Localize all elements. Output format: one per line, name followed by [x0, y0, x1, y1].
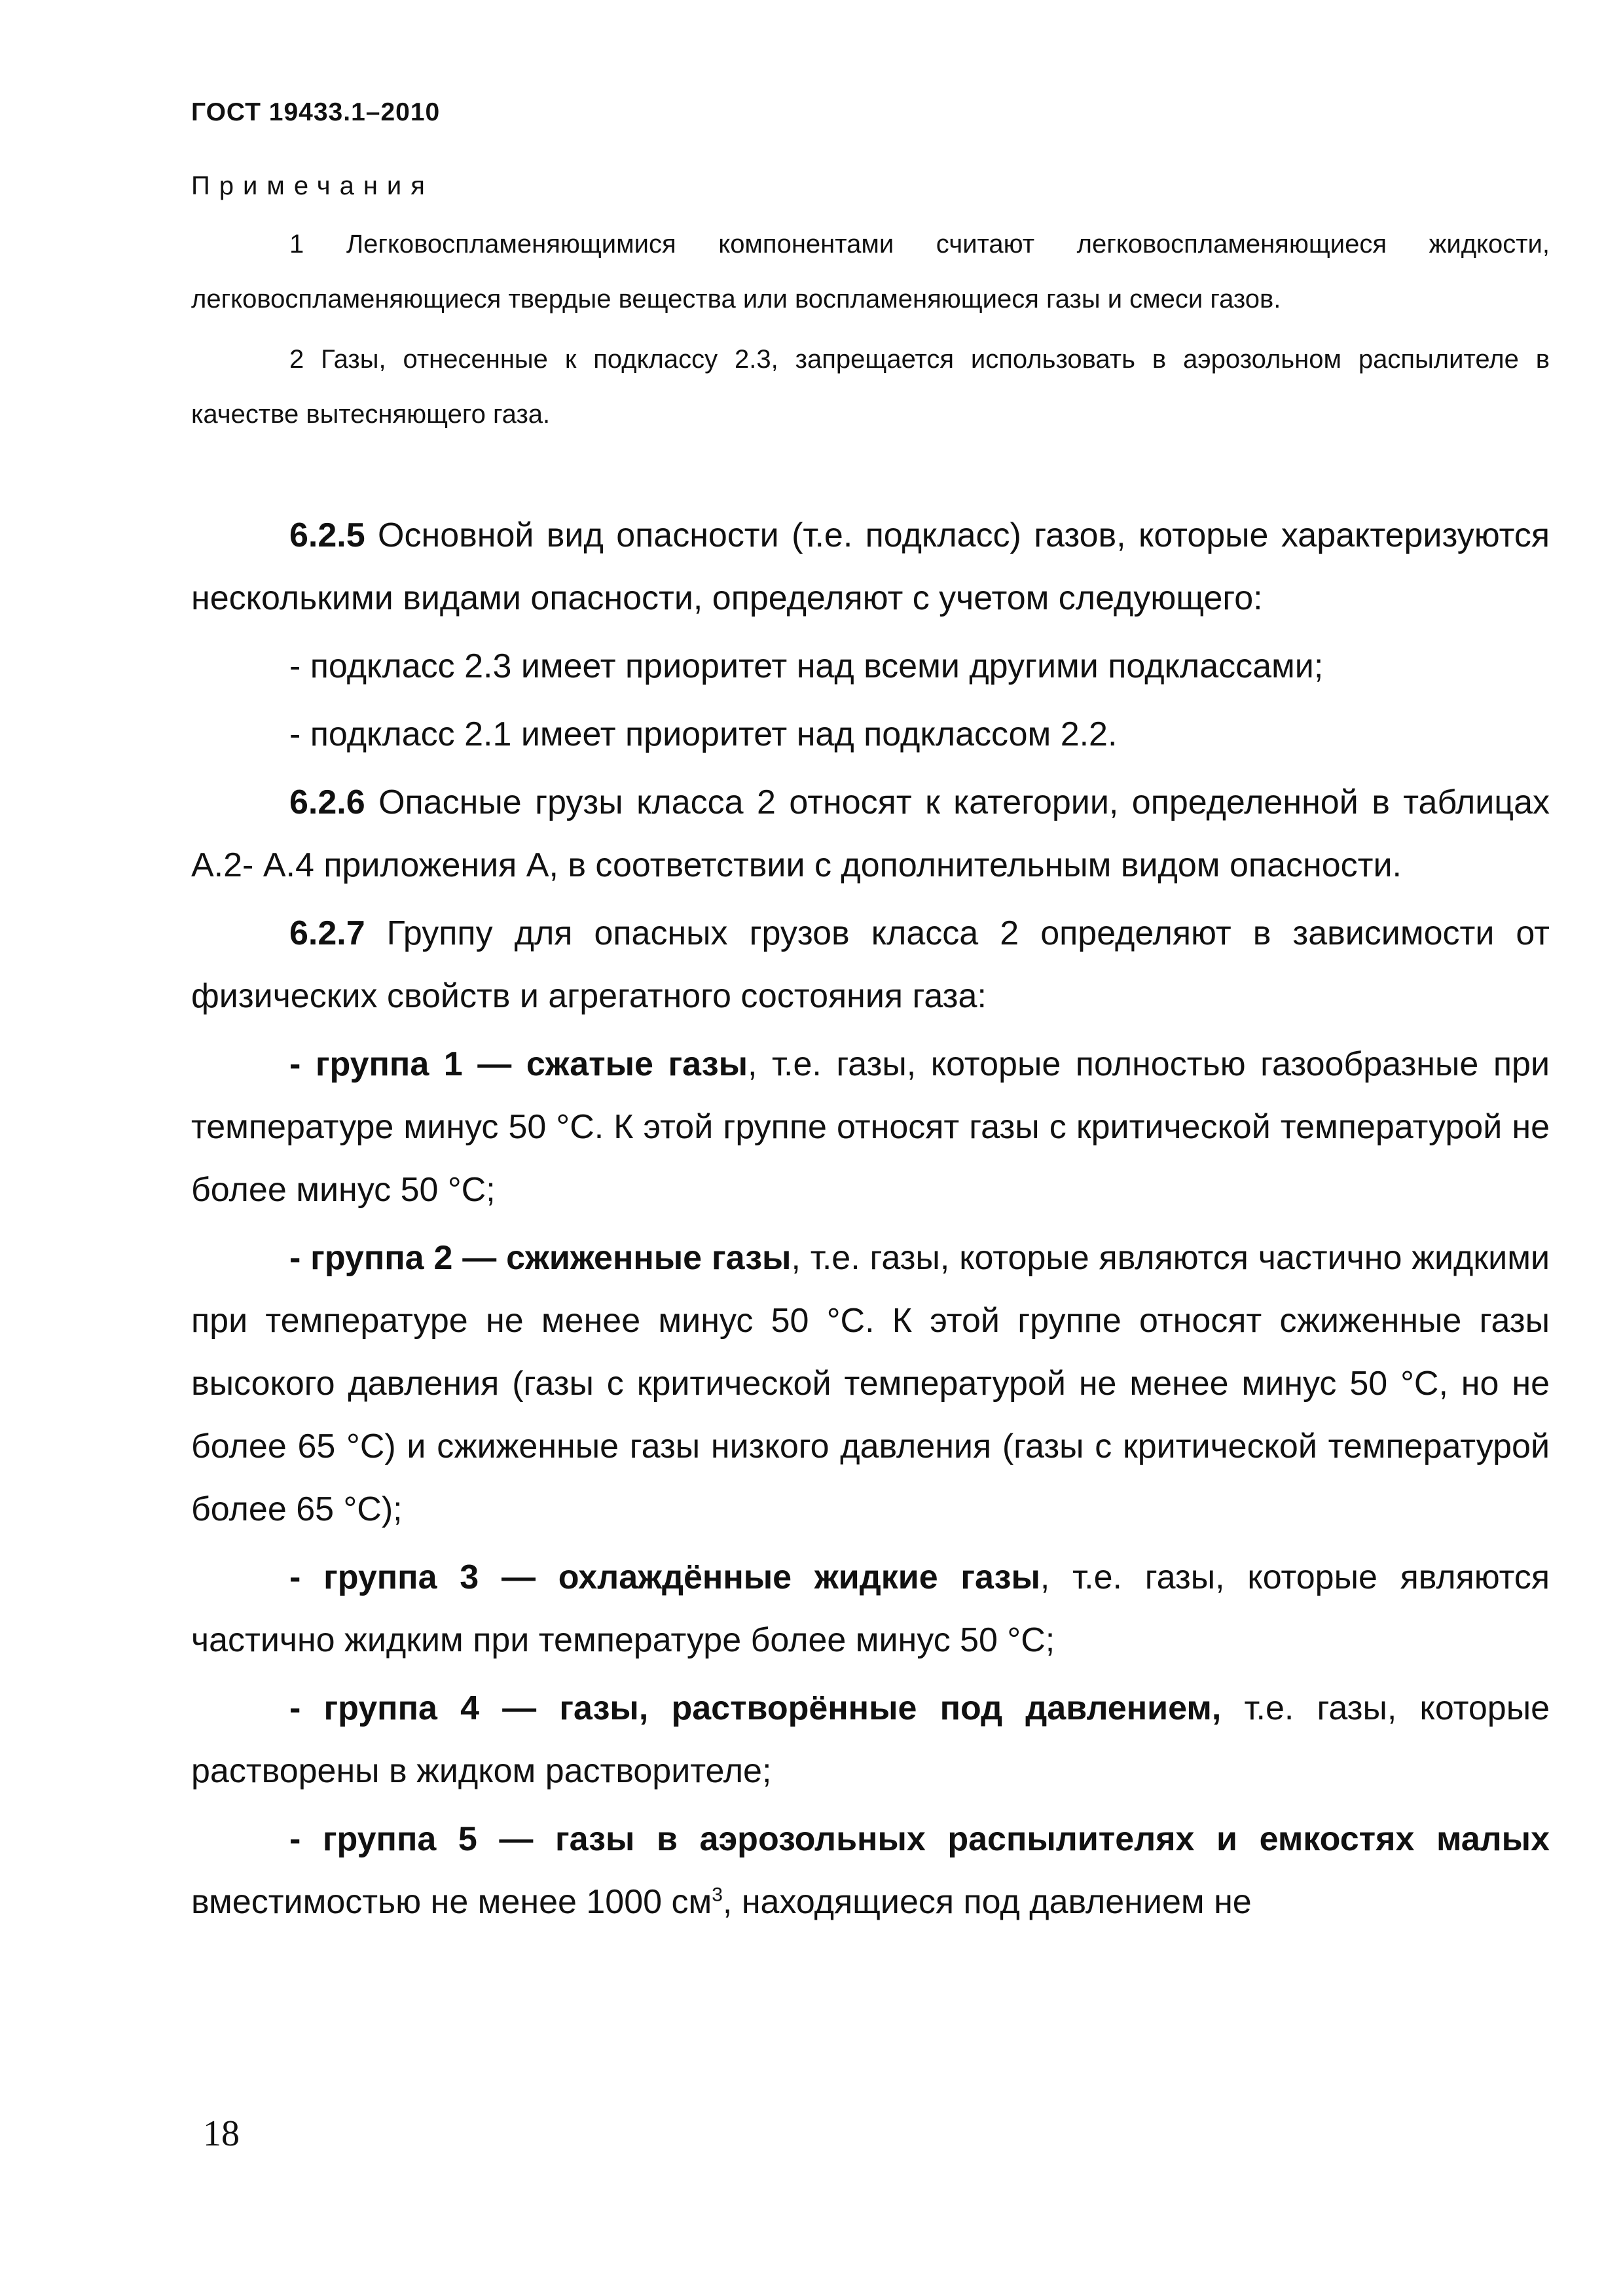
clause-number: 6.2.7	[289, 914, 365, 952]
group-item-4	[191, 1677, 1550, 1803]
group-label: - группа 3 — охлаждённые жидкие газы	[289, 1558, 1040, 1596]
group-text: вместимостью не менее 1000 см	[191, 1883, 712, 1921]
group-item-3	[191, 1546, 1550, 1672]
notes-block	[191, 171, 1550, 447]
main-text	[191, 504, 1550, 1939]
group-text: т.е. газы, которые растворены в жидком растворителе;	[191, 1689, 1550, 1790]
group-text: , т.е. газы, которые полностью газообразные при температуре минус 50 °С. К этой группе относят газы с критической температурой не более минус 50 °С;	[191, 1045, 1550, 1209]
clause-6-2-6	[191, 771, 1550, 897]
page-number: 18	[203, 2113, 240, 2154]
clause-6-2-7	[191, 902, 1550, 1028]
note-item: 2 Газы, отнесенные к подклассу 2.3, запрещается использовать в аэрозольном распылителе в качестве вытесняющего газа.	[191, 345, 1550, 429]
group-text-after: , находящиеся под давлением не	[722, 1883, 1252, 1921]
clause-text: Основной вид опасности (т.е. подкласс) газов, которые характеризуются несколькими видами опасности, определяют с учетом следующего:	[191, 516, 1550, 617]
list-item: - подкласс 2.1 имеет приоритет над подклассом 2.2.	[289, 715, 1118, 753]
group-item-5	[191, 1808, 1550, 1933]
notes-title: Примечания	[191, 171, 434, 200]
group-item-1	[191, 1033, 1550, 1221]
note-item: 1 Легковоспламеняющимися компонентами считают легковоспламеняющиеся жидкости, легковоспламеняющиеся твердые вещества или воспламеняющиеся газы и смеси газов.	[191, 230, 1550, 314]
clause-number: 6.2.6	[289, 783, 365, 821]
clause-text: Группу для опасных грузов класса 2 определяют в зависимости от физических свойств и агрегатного состояния газа:	[191, 914, 1550, 1015]
group-label: - группа 1 — сжатые газы	[289, 1045, 748, 1083]
group-label: - группа 4 — газы, растворённые под давлением,	[289, 1689, 1222, 1727]
group-item-2	[191, 1227, 1550, 1541]
clause-6-2-5	[191, 504, 1550, 630]
superscript: 3	[712, 1884, 723, 1906]
group-label: - группа 2 — сжиженные газы	[289, 1239, 792, 1277]
group-text: , т.е. газы, которые являются частично жидкими при температуре не менее минус 50 °С. К этой группе относят сжиженные газы высокого давления (газы с критической температурой не менее минус 50 °С, но не более 65 °С) и сжиженные газы низкого давления (газы с критической температурой более 65 °С);	[191, 1239, 1550, 1528]
list-item: - подкласс 2.3 имеет приоритет над всеми другими подклассами;	[289, 647, 1324, 685]
document-header: ГОСТ 19433.1–2010	[191, 98, 441, 126]
group-label: - группа 5 — газы в аэрозольных распылителях и емкостях малых	[289, 1820, 1550, 1858]
clause-text: Опасные грузы класса 2 относят к категории, определенной в таблицах А.2- А.4 приложения А, в соответствии с дополнительным видом опасности.	[191, 783, 1550, 884]
clause-number: 6.2.5	[289, 516, 365, 554]
group-text: , т.е. газы, которые являются частично жидким при температуре более минус 50 °С;	[191, 1558, 1550, 1659]
